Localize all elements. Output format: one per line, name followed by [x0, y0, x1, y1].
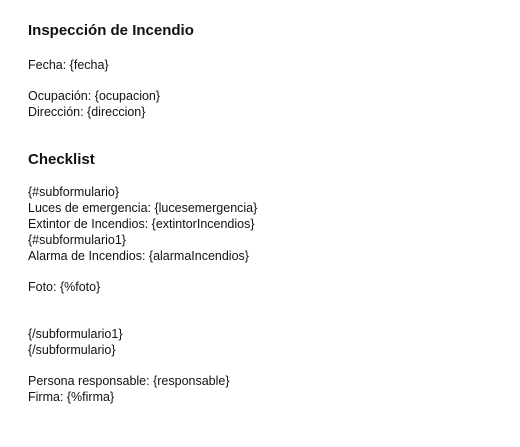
firma-line: Firma: {%firma} [28, 390, 115, 404]
checklist-heading: Checklist [28, 151, 95, 168]
luces-line: Luces de emergencia: {lucesemergencia} [28, 201, 258, 215]
ocupacion-line: Ocupación: {ocupacion} [28, 89, 161, 103]
fecha-line: Fecha: {fecha} [28, 58, 109, 72]
subform-open-tag: {#subformulario} [28, 185, 120, 199]
document-page [28, 0, 498, 447]
document-title: Inspección de Incendio [28, 22, 194, 39]
foto-line: Foto: {%foto} [28, 280, 101, 294]
direccion-line: Dirección: {direccion} [28, 105, 146, 119]
subform1-open-tag: {#subformulario1} [28, 233, 126, 247]
subform-close-tag: {/subformulario} [28, 343, 116, 357]
subform1-close-tag: {/subformulario1} [28, 327, 123, 341]
responsable-line: Persona responsable: {responsable} [28, 374, 230, 388]
alarma-line: Alarma de Incendios: {alarmaIncendios} [28, 249, 249, 263]
extintor-line: Extintor de Incendios: {extintorIncendios} [28, 217, 255, 231]
